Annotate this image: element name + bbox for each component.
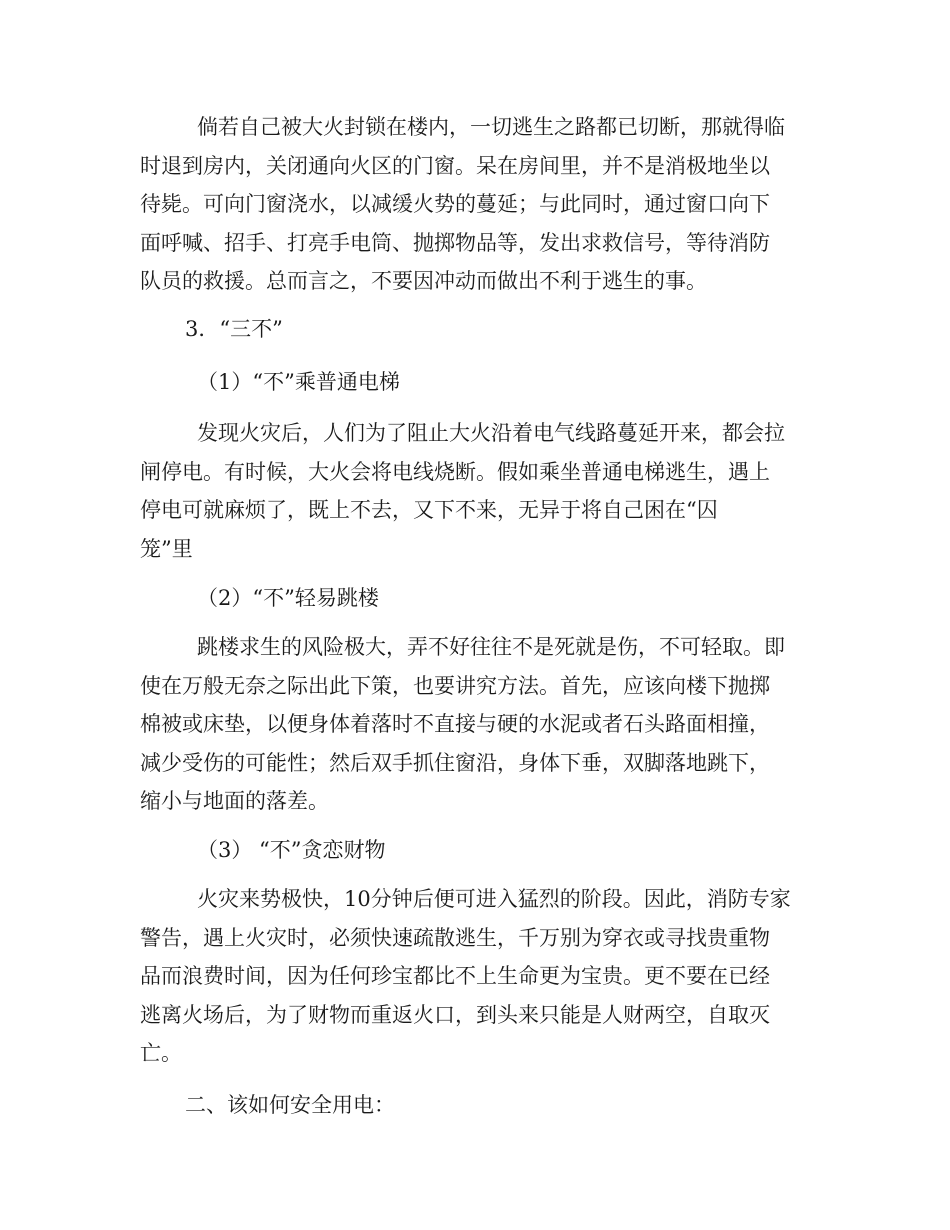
heading-text: （3） “不”贪恋财物: [197, 838, 386, 862]
text-line: 使在万般无奈之际出此下策，也要讲究方法。首先，应该向楼下抛掷: [140, 673, 770, 698]
heading-text: （2）“不”轻易跳楼: [197, 586, 379, 610]
paragraph-jumping: [140, 628, 810, 821]
text-line: 时退到房内，关闭通向火区的门窗。呆在房间里，并不是消极地坐以: [140, 153, 770, 178]
paragraph-valuables: [140, 880, 810, 1073]
paragraph-trapped-in-building: [140, 108, 810, 301]
text-line: 面呼喊、招手、打亮手电筒、抛掷物品等，发出求救信号，等待消防: [140, 230, 770, 255]
heading-text: 3．“三不”: [185, 317, 283, 341]
text-line: 发现火灾后，人们为了阻止大火沿着电气线路蔓延开来，都会拉: [197, 421, 785, 445]
text-line: 闸停电。有时候，大火会将电线烧断。假如乘坐普通电梯逃生，遇上: [140, 459, 770, 484]
text-line: 缩小与地面的落差。: [140, 789, 329, 813]
text-line: 跳楼求生的风险极大，弄不好往往不是死就是伤，不可轻取。即: [197, 635, 785, 659]
text-line: 停电可就麻烦了，既上不去，又下不来，无异于将自己困在“囚: [140, 498, 718, 522]
text-line: 倘若自己被大火封锁在楼内，一切逃生之路都已切断，那就得临: [197, 115, 785, 139]
text-line: 待毙。可向门窗浇水，以减缓火势的蔓延；与此同时，通过窗口向下: [140, 192, 770, 216]
text-line: 逃离火场后，为了财物而重返火口，到头来只能是人财两空，自取灭: [140, 1002, 770, 1027]
paragraph-elevator: [140, 414, 810, 568]
subheading-no-jumping: [140, 579, 810, 618]
text-line: 警告，遇上火灾时，必须快速疏散逃生，千万别为穿衣或寻找贵重物: [140, 925, 770, 950]
text-line: 火灾来势极快，10分钟后便可进入猛烈的阶段。因此，消防专家: [197, 887, 791, 911]
text-line: 笼”里: [140, 536, 193, 561]
text-line: 队员的救援。总而言之，不要因冲动而做出不利于逃生的事。: [140, 269, 707, 293]
text-line: 亡。: [140, 1041, 182, 1065]
text-line: 棉被或床垫，以便身体着落时不直接与硬的水泥或者石头路面相撞，: [140, 712, 770, 736]
subheading-no-valuables: [140, 831, 810, 870]
section-heading-electricity-safety: [140, 1086, 810, 1125]
heading-text: （1）“不”乘普通电梯: [197, 370, 400, 394]
text-line: 品而浪费时间，因为任何珍宝都比不上生命更为宝贵。更不要在已经: [140, 964, 770, 988]
subheading-no-elevator: [140, 363, 810, 402]
heading-text: 二、该如何安全用电：: [185, 1093, 395, 1117]
section-heading-three-nots: [140, 310, 810, 349]
text-line: 减少受伤的可能性；然后双手抓住窗沿，身体下垂，双脚落地跳下，: [140, 750, 770, 775]
